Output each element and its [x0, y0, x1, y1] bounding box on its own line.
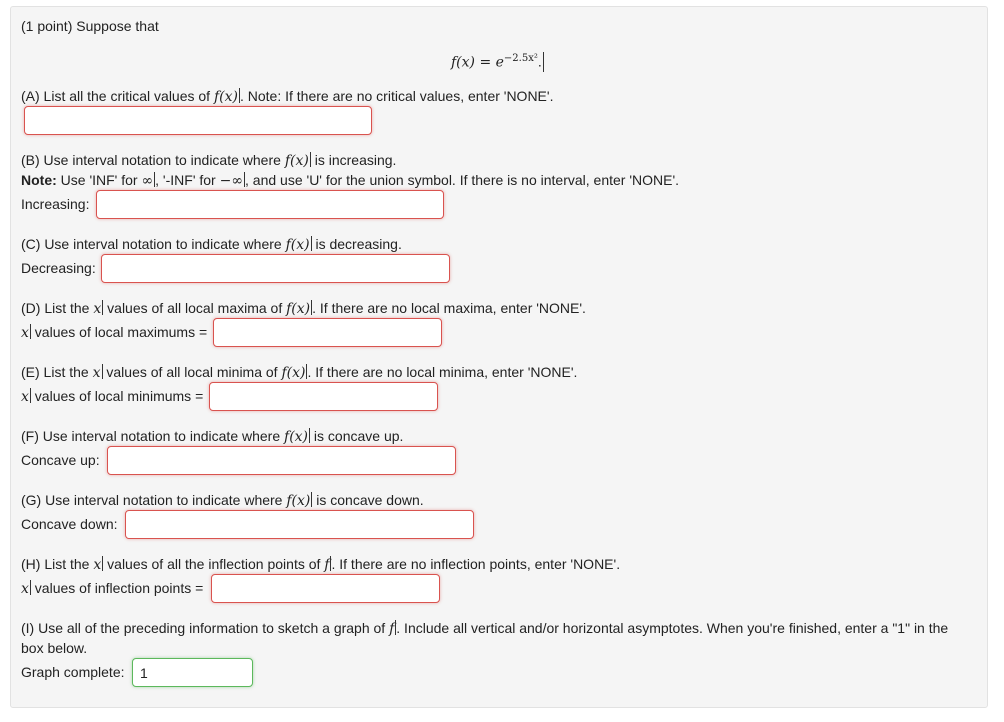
graph-complete-label: Graph complete: [21, 664, 125, 680]
part-g-text-end: is concave down. [312, 492, 424, 508]
local-min-label [21, 387, 203, 406]
part-c-func: f(x) [285, 237, 310, 253]
part-d-func: f(x) [286, 301, 311, 317]
part-f-text-end: is concave up. [310, 428, 404, 444]
part-h-func: f [324, 557, 330, 573]
part-c-prompt [21, 235, 402, 254]
part-b-func: f(x) [284, 153, 309, 169]
note-text-3: , and use 'U' for the union symbol. If there is no interval, enter 'NONE'. [245, 172, 680, 188]
part-i-prompt-line2: box below. [21, 640, 88, 656]
local-min-input[interactable] [209, 382, 438, 411]
problem-panel [10, 6, 988, 708]
part-g-func: f(x) [286, 493, 311, 509]
part-d-text: (D) List the [21, 300, 94, 316]
part-e-prompt [21, 363, 577, 382]
part-h-prompt [21, 555, 620, 574]
part-b-note [21, 171, 679, 190]
decreasing-label: Decreasing: [21, 260, 96, 276]
part-c-text: (C) Use interval notation to indicate where [21, 236, 286, 252]
part-b-prompt [21, 151, 396, 170]
part-a-text: (A) List all the critical values of [21, 88, 214, 104]
problem-header: (1 point) Suppose that [21, 18, 159, 34]
formula-end: . [537, 53, 542, 70]
graph-complete-input[interactable] [132, 658, 253, 687]
part-e-text-end: . If there are no local minima, enter 'NONE'. [307, 364, 578, 380]
neg-infinity-symbol: −∞ [219, 173, 244, 189]
part-i-text: (I) Use all of the preceding information to sketch a graph of [21, 620, 390, 636]
part-a-note: . Note: If there are no critical values, enter 'NONE'. [239, 88, 554, 104]
part-i-prompt [21, 619, 948, 638]
increasing-label: Increasing: [21, 196, 90, 212]
inflection-label-text: values of inflection points = [30, 580, 204, 596]
part-e-text-mid: values of all local minima of [102, 364, 282, 380]
part-d-text-end: . If there are no local maxima, enter 'NONE'. [312, 300, 586, 316]
part-d-text-mid: values of all local maxima of [103, 300, 287, 316]
concave-up-label: Concave up: [21, 452, 100, 468]
concave-up-input[interactable] [107, 446, 456, 475]
local-max-label [21, 323, 207, 342]
part-c-text-end: is decreasing. [311, 236, 402, 252]
critical-values-input[interactable] [24, 106, 372, 135]
part-b-text: (B) Use interval notation to indicate where [21, 152, 285, 168]
formula-lhs: f(x) = e [451, 54, 504, 71]
part-b-text-end: is increasing. [310, 152, 397, 168]
part-h-text: (H) List the [21, 556, 94, 572]
part-h-text-mid: values of all the inflection points of [103, 556, 325, 572]
local-min-label-text: values of local minimums = [30, 388, 204, 404]
x-variable: x [21, 325, 29, 341]
function-formula [451, 50, 544, 72]
x-variable: x [93, 301, 102, 317]
note-label: Note: [21, 172, 57, 188]
x-variable: x [93, 557, 102, 573]
part-f-func: f(x) [284, 429, 309, 445]
part-f-text: (F) Use interval notation to indicate where [21, 428, 285, 444]
part-a-func: f(x) [213, 89, 238, 105]
inflection-input[interactable] [211, 574, 440, 603]
note-text-1: Use 'INF' for [56, 172, 142, 188]
part-g-prompt [21, 491, 424, 510]
formula-exponent: −2.5x² [503, 53, 538, 64]
local-max-input[interactable] [213, 318, 442, 347]
local-max-label-text: values of local maximums = [30, 324, 208, 340]
x-variable: x [21, 389, 29, 405]
concave-down-label: Concave down: [21, 516, 118, 532]
note-text-2: , '-INF' for [155, 172, 220, 188]
inflection-label [21, 579, 203, 598]
infinity-symbol: ∞ [141, 173, 154, 189]
increasing-input[interactable] [96, 190, 444, 219]
part-g-text: (G) Use interval notation to indicate where [21, 492, 287, 508]
decreasing-input[interactable] [101, 254, 450, 283]
part-h-text-end: . If there are no inflection points, enter 'NONE'. [331, 556, 621, 572]
part-e-func: f(x) [281, 365, 306, 381]
part-e-text: (E) List the [21, 364, 93, 380]
part-f-prompt [21, 427, 403, 446]
concave-down-input[interactable] [125, 510, 474, 539]
part-i-func: f [389, 621, 395, 637]
x-variable: x [21, 581, 29, 597]
part-i-text-end: . Include all vertical and/or horizontal asymptotes. When you're finished, enter a "1" in the [396, 620, 949, 636]
x-variable: x [92, 365, 101, 381]
part-a-prompt [21, 87, 553, 106]
cursor-marker [543, 52, 544, 72]
part-d-prompt [21, 299, 586, 318]
